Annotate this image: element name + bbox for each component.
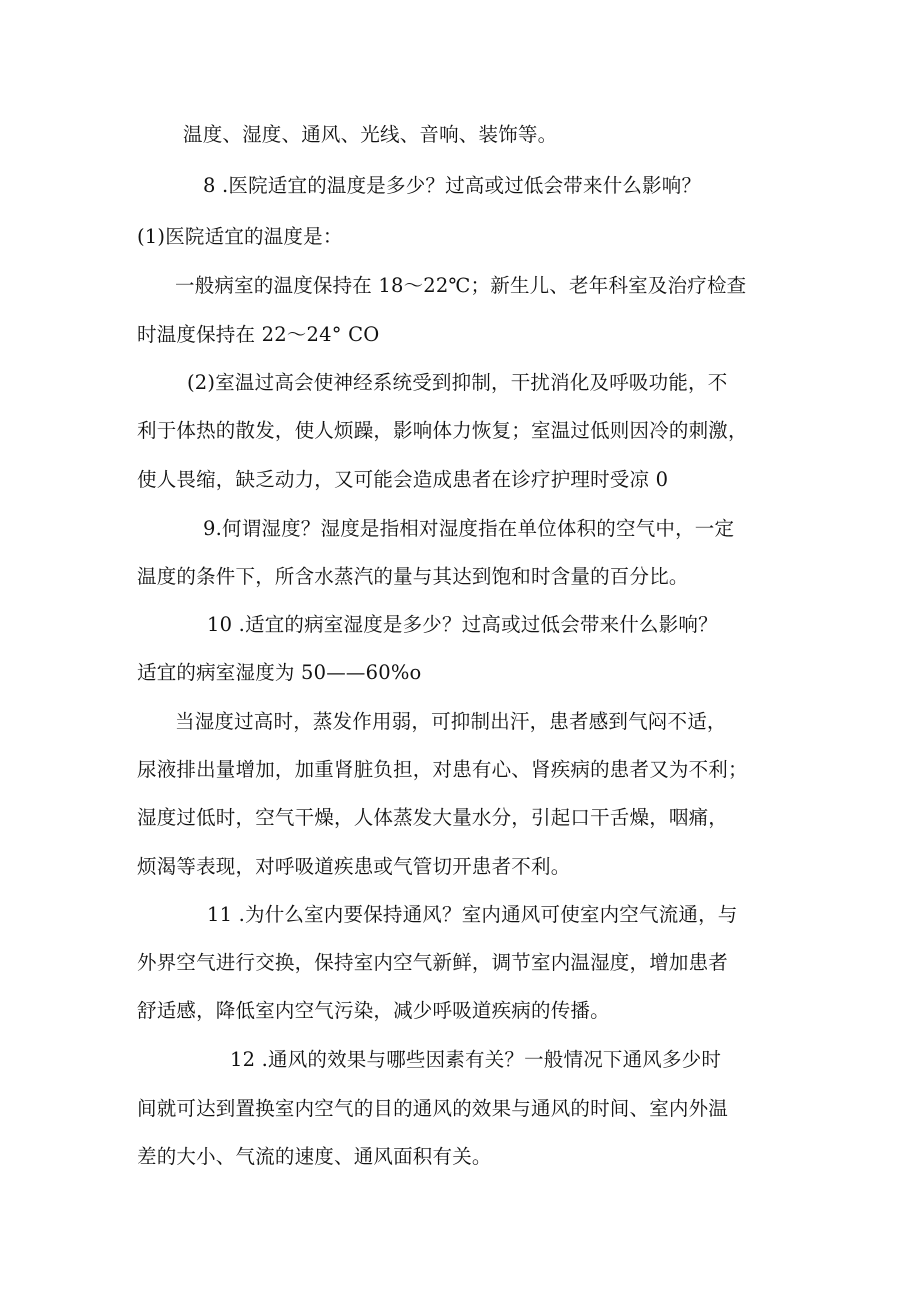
text-line: 间就可达到置换室内空气的目的通风的效果与通风的时间、室内外温 bbox=[137, 1097, 729, 1120]
text-line: 温度、湿度、通风、光线、音响、装饰等。 bbox=[183, 123, 558, 146]
text-line: 尿液排出量增加，加重肾脏负担，对患有心、肾疾病的患者又为不利； bbox=[137, 758, 748, 781]
question-10-heading: 10 .适宜的病室湿度是多少？过高或过低会带来什么影响？ bbox=[207, 613, 718, 636]
text-line: 时温度保持在 22～24° CO bbox=[137, 323, 380, 346]
text-line: (1)医院适宜的温度是： bbox=[137, 225, 343, 248]
text-line: 温度的条件下，所含水蒸汽的量与其达到饱和时含量的百分比。 bbox=[137, 565, 689, 588]
question-12-heading: 12 .通风的效果与哪些因素有关？一般情况下通风多少时 bbox=[230, 1048, 722, 1071]
text-line: 当湿度过高时，蒸发作用弱，可抑制出汗，患者感到气闷不适， bbox=[175, 710, 727, 733]
text-line: (2)室温过高会使神经系统受到抑制，干扰消化及呼吸功能，不 bbox=[187, 371, 728, 394]
text-line: 适宜的病室湿度为 50——60%o bbox=[137, 661, 422, 684]
text-line: 外界空气进行交换，保持室内空气新鲜，调节室内温湿度，增加患者 bbox=[137, 951, 729, 974]
question-8-heading: 8 .医院适宜的温度是多少？过高或过低会带来什么影响？ bbox=[203, 174, 702, 197]
text-line: 湿度过低时，空气干燥，人体蒸发大量水分，引起口干舌燥，咽痛， bbox=[137, 806, 729, 829]
question-9-heading: 9.何谓湿度？湿度是指相对湿度指在单位体积的空气中，一定 bbox=[203, 517, 735, 540]
text-line: 一般病室的温度保持在 18～22℃；新生儿、老年科室及治疗检查 bbox=[175, 274, 747, 297]
text-line: 使人畏缩，缺乏动力，又可能会造成患者在诊疗护理时受凉 0 bbox=[137, 468, 669, 491]
text-line: 差的大小、气流的速度、通风面积有关。 bbox=[137, 1145, 492, 1168]
question-11-heading: 11 .为什么室内要保持通风？室内通风可使室内空气流通，与 bbox=[207, 903, 738, 926]
text-line: 烦渴等表现，对呼吸道疾患或气管切开患者不利。 bbox=[137, 855, 571, 878]
text-line: 舒适感，降低室内空气污染，减少呼吸道疾病的传播。 bbox=[137, 999, 610, 1022]
text-line: 利于体热的散发，使人烦躁，影响体力恢复；室温过低则因冷的刺激， bbox=[137, 419, 748, 442]
